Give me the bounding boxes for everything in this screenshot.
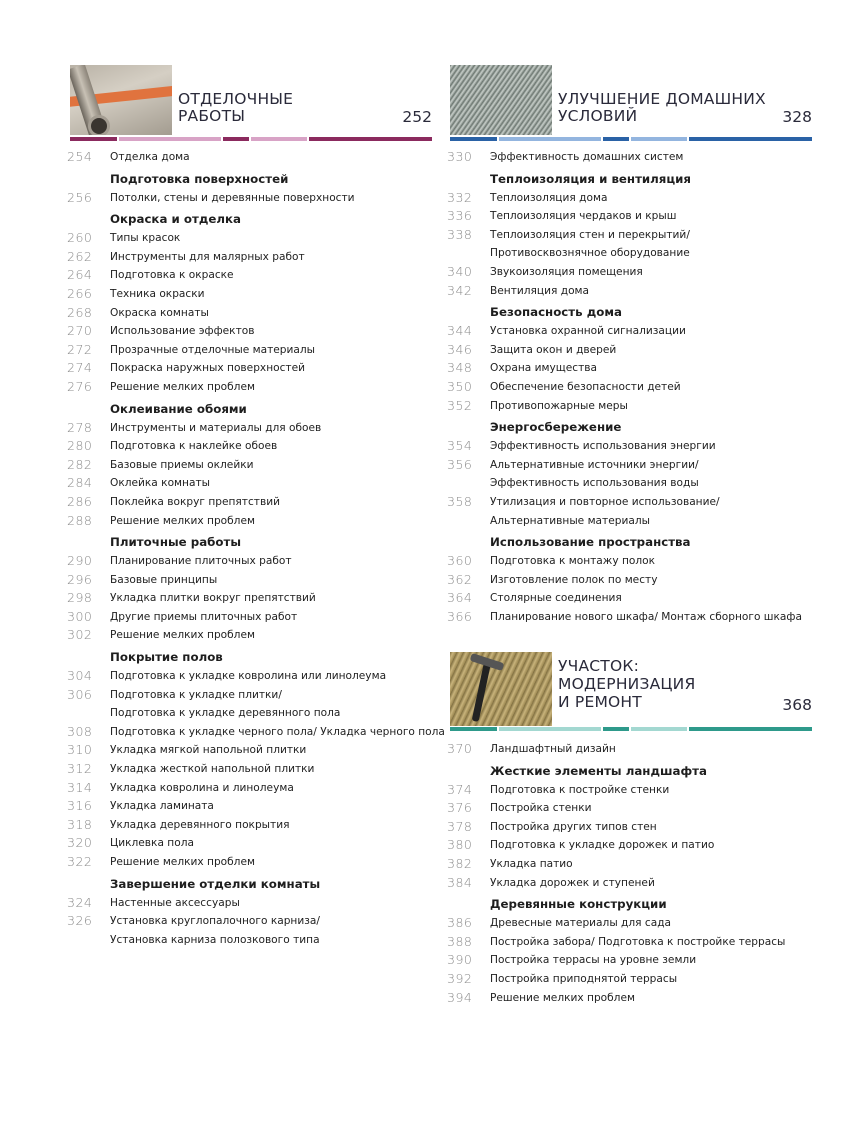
- toc-page-number: 310: [67, 742, 93, 758]
- section-color-bar: [450, 137, 812, 141]
- toc-entry-title: Инструменты и материалы для обоев: [110, 421, 322, 434]
- toc-entry[interactable]: [67, 571, 447, 590]
- toc-entry[interactable]: [447, 512, 827, 531]
- toc-entry-title: Решение мелких проблем: [110, 514, 255, 527]
- toc-page-number: 346: [447, 341, 473, 357]
- toc-entry[interactable]: [67, 931, 447, 950]
- toc-entry[interactable]: [67, 816, 447, 835]
- toc-page-number: 272: [67, 341, 93, 357]
- section-header-home-improvement: [450, 65, 812, 145]
- toc-entry-title: Постройка других типов стен: [490, 820, 657, 833]
- toc-page-number: 302: [67, 627, 93, 643]
- section-title-line: УСЛОВИЙ: [558, 107, 638, 125]
- color-bar-segment: [631, 727, 687, 731]
- ventilation-duct-photo-icon: [450, 65, 552, 135]
- toc-entry-title: Подготовка к укладке плитки/: [110, 688, 282, 701]
- toc-subsection-heading: Жесткие элементы ландшафта: [490, 763, 707, 778]
- toc-entry[interactable]: [67, 686, 447, 705]
- toc-entry-title: Циклевка пола: [110, 837, 194, 850]
- toc-entry-title: Столярные соединения: [490, 592, 622, 605]
- color-bar-segment: [603, 137, 629, 141]
- section-title-line: УЛУЧШЕНИЕ ДОМАШНИХ: [558, 90, 766, 108]
- toc-page-number: 352: [447, 397, 473, 413]
- toc-page-number: 322: [67, 854, 93, 869]
- toc-entry-title: Укладка мягкой напольной плитки: [110, 744, 307, 757]
- toc-page-number: 338: [447, 226, 473, 242]
- toc-entry[interactable]: [67, 378, 447, 397]
- toc-entry[interactable]: [447, 589, 827, 608]
- toc-page-number: 380: [447, 837, 473, 853]
- toc-entry-title: Установка круглопалочного карниза/: [110, 915, 320, 928]
- toc-page-number: 274: [67, 360, 93, 376]
- section-color-bar: [70, 137, 432, 141]
- toc-page-number: 370: [447, 741, 473, 756]
- toc-entry-title: Эффективность использования воды: [490, 477, 699, 490]
- toc-entry[interactable]: [67, 359, 447, 378]
- toc-entry[interactable]: [67, 797, 447, 816]
- toc-entry-title: Противосквознячное оборудование: [490, 247, 690, 260]
- toc-entry-title: Подготовка к постройке стенки: [490, 783, 670, 796]
- toc-entry[interactable]: [447, 189, 827, 208]
- toc-page-number: 278: [67, 419, 93, 435]
- toc-page-number: 366: [447, 608, 473, 624]
- toc-page-number: 318: [67, 816, 93, 832]
- toc-entry[interactable]: [447, 397, 827, 416]
- toc-subsection-heading: Окраска и отделка: [110, 212, 241, 227]
- toc-entry[interactable]: [447, 970, 827, 989]
- section-title: [178, 91, 293, 125]
- color-bar-segment: [450, 137, 497, 141]
- toc-entry[interactable]: [67, 148, 447, 167]
- toc-entry[interactable]: [447, 740, 827, 759]
- section-page-number: 328: [782, 108, 812, 126]
- toc-entry[interactable]: [67, 853, 447, 872]
- toc-entry-title: Типы красок: [110, 232, 181, 245]
- section-page-number: 368: [782, 696, 812, 714]
- toc-entry[interactable]: [447, 914, 827, 933]
- toc-entry[interactable]: [447, 571, 827, 590]
- toc-entry-title: Охрана имущества: [490, 362, 597, 375]
- toc-page-number: 324: [67, 894, 93, 910]
- toc-page-number: 386: [447, 915, 473, 931]
- toc-entry-title: Планирование нового шкафа/ Монтаж сборного шкафа: [490, 610, 802, 623]
- toc-entry[interactable]: [67, 341, 447, 360]
- toc-page-number: 312: [67, 761, 93, 777]
- toc-page-number: 308: [67, 723, 93, 739]
- section-title-line: УЧАСТОК:: [558, 657, 639, 675]
- toc-page-number: 364: [447, 590, 473, 606]
- toc-entry[interactable]: [447, 456, 827, 475]
- toc-entry[interactable]: [67, 779, 447, 798]
- toc-entry-title: Укладка ковролина и линолеума: [110, 781, 294, 794]
- toc-page-number: 360: [447, 553, 473, 569]
- toc-entry-title: Установка карниза полозкового типа: [110, 933, 320, 946]
- toc-entry-title: Планирование плиточных работ: [110, 555, 292, 568]
- toc-entry-title: Настенные аксессуары: [110, 896, 240, 909]
- toc-page-number: 320: [67, 835, 93, 851]
- toc-entry[interactable]: [447, 493, 827, 512]
- section-header-finishing: [70, 65, 432, 145]
- toc-entry-title: Инструменты для малярных работ: [110, 250, 305, 263]
- toc-page-number: 280: [67, 438, 93, 454]
- toc-entry[interactable]: [67, 723, 447, 742]
- toc-entry[interactable]: [447, 799, 827, 818]
- toc-entry[interactable]: [447, 244, 827, 263]
- toc-entry-title: Другие приемы плиточных работ: [110, 610, 298, 623]
- toc-page-number: 256: [67, 189, 93, 205]
- toc-page-number: 332: [447, 189, 473, 205]
- toc-subsection-heading: Завершение отделки комнаты: [110, 876, 321, 891]
- toc-entry-title: Установка охранной сигнализации: [490, 325, 686, 338]
- toc-subsection-heading: Плиточные работы: [110, 535, 241, 550]
- toc-page-number: 314: [67, 779, 93, 795]
- toc-subsection-heading: Безопасность дома: [490, 305, 622, 320]
- color-bar-segment: [499, 137, 601, 141]
- toc-page-number: 288: [67, 512, 93, 528]
- toc-entry[interactable]: [67, 512, 447, 531]
- toc-entry-title: Подготовка к монтажу полок: [490, 555, 656, 568]
- toc-entry[interactable]: [447, 437, 827, 456]
- color-bar-segment: [119, 137, 221, 141]
- toc-entry[interactable]: [447, 818, 827, 837]
- toc-entry-title: Решение мелких проблем: [110, 629, 255, 642]
- toc-entry-title: Укладка плитки вокруг препятствий: [110, 592, 316, 605]
- toc-entry[interactable]: [67, 912, 447, 931]
- color-bar-segment: [689, 137, 812, 141]
- section-header-garden: [450, 652, 812, 738]
- toc-entry[interactable]: [67, 589, 447, 608]
- color-bar-segment: [309, 137, 432, 141]
- toc-entry[interactable]: [447, 148, 827, 167]
- toc-page-number: 260: [67, 230, 93, 246]
- color-bar-segment: [499, 727, 601, 731]
- toc-entry[interactable]: [67, 322, 447, 341]
- hammer-on-decking-photo-icon: [450, 652, 552, 726]
- toc-page-number: 348: [447, 360, 473, 376]
- toc-entry-title: Защита окон и дверей: [490, 343, 617, 356]
- toc-page-number: 344: [447, 323, 473, 339]
- toc-entry[interactable]: [447, 322, 827, 341]
- toc-entry-title: Обеспечение безопасности детей: [490, 380, 681, 393]
- toc-entry-title: Укладка ламината: [110, 800, 214, 813]
- section-title-line: РАБОТЫ: [178, 107, 246, 125]
- section-color-bar: [450, 727, 812, 731]
- toc-column-garden: [447, 740, 827, 1007]
- toc-page-number: 384: [447, 874, 473, 890]
- toc-entry[interactable]: [447, 933, 827, 952]
- toc-entry-title: Теплоизоляция чердаков и крыш: [490, 210, 677, 223]
- color-bar-segment: [631, 137, 687, 141]
- toc-entry[interactable]: [67, 741, 447, 760]
- toc-page-number: 374: [447, 781, 473, 797]
- toc-entry-title: Подготовка к укладке деревянного пола: [110, 707, 341, 720]
- toc-entry[interactable]: [67, 266, 447, 285]
- toc-entry[interactable]: [67, 667, 447, 686]
- toc-page-number: 350: [447, 378, 473, 394]
- toc-entry[interactable]: [67, 248, 447, 267]
- color-bar-segment: [450, 727, 497, 731]
- toc-entry-title: Укладка дорожек и ступеней: [490, 876, 655, 889]
- toc-entry-title: Изготовление полок по месту: [490, 573, 658, 586]
- toc-page-number: 342: [447, 282, 473, 298]
- toc-entry-title: Оклейка комнаты: [110, 477, 210, 490]
- toc-entry[interactable]: [447, 359, 827, 378]
- toc-entry-title: Подготовка к окраске: [110, 269, 234, 282]
- toc-page-number: 390: [447, 952, 473, 968]
- wallpaper-roll-photo-icon: [70, 65, 172, 135]
- toc-entry[interactable]: [67, 189, 447, 208]
- toc-entry[interactable]: [447, 874, 827, 893]
- toc-entry-title: Укладка патио: [490, 857, 573, 870]
- toc-page-number: 362: [447, 571, 473, 587]
- toc-page-number: 266: [67, 285, 93, 301]
- toc-page-number: 300: [67, 608, 93, 624]
- toc-entry[interactable]: [447, 989, 827, 1008]
- section-page-number: 252: [402, 108, 432, 126]
- section-title: [558, 91, 766, 125]
- color-bar-segment: [70, 137, 117, 141]
- color-bar-segment: [223, 137, 249, 141]
- section-title-line: МОДЕРНИЗАЦИЯ: [558, 675, 696, 693]
- toc-entry[interactable]: [447, 226, 827, 245]
- toc-entry[interactable]: [67, 493, 447, 512]
- toc-entry-title: Окраска комнаты: [110, 306, 209, 319]
- toc-entry-title: Укладка жесткой напольной плитки: [110, 763, 315, 776]
- toc-page-number: 316: [67, 798, 93, 814]
- toc-entry-title: Покраска наружных поверхностей: [110, 362, 305, 375]
- color-bar-segment: [251, 137, 307, 141]
- toc-entry-title: Постройка приподнятой террасы: [490, 972, 678, 985]
- toc-entry[interactable]: [447, 855, 827, 874]
- toc-page-number: 270: [67, 323, 93, 339]
- toc-entry[interactable]: [447, 341, 827, 360]
- toc-page-number: 276: [67, 378, 93, 394]
- toc-page-number: 392: [447, 970, 473, 986]
- toc-page-number: 336: [447, 208, 473, 224]
- toc-entry-title: Противопожарные меры: [490, 399, 628, 412]
- toc-entry[interactable]: [67, 285, 447, 304]
- toc-entry-title: Древесные материалы для сада: [490, 917, 672, 930]
- toc-entry-title: Постройка террасы на уровне земли: [490, 954, 697, 967]
- toc-subsection-heading: Энергосбережение: [490, 420, 622, 435]
- toc-page-number: 290: [67, 553, 93, 569]
- toc-page-number: 268: [67, 304, 93, 320]
- toc-entry[interactable]: [67, 760, 447, 779]
- toc-entry-title: Подготовка к укладке дорожек и патио: [490, 839, 715, 852]
- toc-entry-title: Эффективность использования энергии: [490, 440, 716, 453]
- toc-page-number: 296: [67, 571, 93, 587]
- toc-page-number: 304: [67, 668, 93, 684]
- toc-entry[interactable]: [67, 834, 447, 853]
- toc-entry-title: Потолки, стены и деревянные поверхности: [110, 191, 355, 204]
- toc-entry-title: Ландшафтный дизайн: [490, 743, 616, 755]
- toc-entry-title: Техника окраски: [110, 287, 205, 300]
- toc-entry-title: Теплоизоляция дома: [490, 191, 608, 204]
- toc-entry[interactable]: [67, 626, 447, 645]
- toc-entry-title: Базовые приемы оклейки: [110, 458, 254, 471]
- toc-entry-title: Решение мелких проблем: [110, 856, 255, 868]
- toc-subsection-heading: Подготовка поверхностей: [110, 171, 289, 186]
- toc-page-number: 282: [67, 456, 93, 472]
- toc-entry[interactable]: [447, 552, 827, 571]
- toc-page-number: 356: [447, 456, 473, 472]
- toc-entry[interactable]: [67, 437, 447, 456]
- toc-entry[interactable]: [67, 608, 447, 627]
- toc-entry[interactable]: [67, 474, 447, 493]
- toc-page-number: 286: [67, 493, 93, 509]
- toc-entry[interactable]: [447, 608, 827, 627]
- toc-entry-title: Постройка забора/ Подготовка к постройке террасы: [490, 935, 786, 948]
- toc-entry[interactable]: [447, 951, 827, 970]
- toc-entry-title: Использование эффектов: [110, 325, 255, 338]
- section-title-line: И РЕМОНТ: [558, 693, 642, 711]
- toc-page-number: 254: [67, 149, 93, 164]
- toc-page-number: 382: [447, 855, 473, 871]
- toc-page-number: 340: [447, 263, 473, 279]
- toc-page-number: 388: [447, 933, 473, 949]
- color-bar-segment: [689, 727, 812, 731]
- toc-entry[interactable]: [67, 456, 447, 475]
- toc-entry-title: Альтернативные источники энергии/: [490, 458, 699, 471]
- toc-entry-title: Теплоизоляция стен и перекрытий/: [490, 228, 690, 241]
- toc-entry-title: Утилизация и повторное использование/: [490, 495, 720, 508]
- toc-entry[interactable]: [67, 552, 447, 571]
- color-bar-segment: [603, 727, 629, 731]
- toc-entry-title: Эффективность домашних систем: [490, 151, 684, 163]
- toc-entry-title: Поклейка вокруг препятствий: [110, 495, 280, 508]
- toc-entry[interactable]: [447, 282, 827, 301]
- toc-entry-title: Альтернативные материалы: [490, 514, 650, 527]
- toc-entry[interactable]: [447, 781, 827, 800]
- toc-entry-title: Подготовка к укладке черного пола/ Укладка черного пола: [110, 725, 445, 738]
- toc-entry[interactable]: [447, 378, 827, 397]
- toc-page-number: 264: [67, 267, 93, 283]
- toc-entry[interactable]: [447, 836, 827, 855]
- toc-entry-title: Прозрачные отделочные материалы: [110, 343, 316, 356]
- section-title-line: ОТДЕЛОЧНЫЕ: [178, 90, 294, 108]
- toc-entry[interactable]: [67, 229, 447, 248]
- toc-entry-title: Постройка стенки: [490, 802, 592, 815]
- toc-entry[interactable]: [447, 207, 827, 226]
- toc-page-number: 326: [67, 913, 93, 929]
- toc-entry[interactable]: [447, 263, 827, 282]
- toc-entry[interactable]: [67, 304, 447, 323]
- toc-entry-title: Подготовка к укладке ковролина или линолеума: [110, 670, 387, 683]
- toc-subsection-heading: Использование пространства: [490, 535, 691, 550]
- toc-page-number: 376: [447, 800, 473, 816]
- toc-entry-title: Базовые принципы: [110, 573, 218, 586]
- toc-column-home-improvement: [447, 148, 827, 626]
- toc-subsection-heading: Оклеивание обоями: [110, 401, 247, 416]
- toc-entry[interactable]: [67, 419, 447, 438]
- toc-entry-title: Вентиляция дома: [490, 284, 590, 297]
- toc-page-number: 284: [67, 475, 93, 491]
- toc-page-number: 358: [447, 493, 473, 509]
- toc-page-number: 378: [447, 818, 473, 834]
- toc-page-number: 298: [67, 590, 93, 606]
- toc-entry-title: Отделка дома: [110, 151, 190, 163]
- toc-subsection-heading: Теплоизоляция и вентиляция: [490, 171, 691, 186]
- toc-entry-title: Укладка деревянного покрытия: [110, 818, 290, 831]
- toc-subsection-heading: Деревянные конструкции: [490, 897, 667, 912]
- toc-entry-title: Подготовка к наклейке обоев: [110, 440, 278, 453]
- toc-page-number: 306: [67, 686, 93, 702]
- toc-page-number: 262: [67, 248, 93, 264]
- toc-entry-title: Звукоизоляция помещения: [490, 265, 643, 278]
- toc-entry[interactable]: [67, 704, 447, 723]
- toc-column-finishing: [67, 148, 447, 949]
- toc-page-number: 354: [447, 438, 473, 454]
- toc-subsection-heading: Покрытие полов: [110, 650, 223, 665]
- section-title: [558, 657, 695, 711]
- toc-page-number: 394: [447, 989, 473, 1005]
- toc-entry-title: Решение мелких проблем: [110, 380, 255, 393]
- toc-entry-title: Решение мелких проблем: [490, 991, 635, 1004]
- toc-entry[interactable]: [447, 474, 827, 493]
- toc-entry[interactable]: [67, 894, 447, 913]
- toc-page-number: 330: [447, 149, 473, 164]
